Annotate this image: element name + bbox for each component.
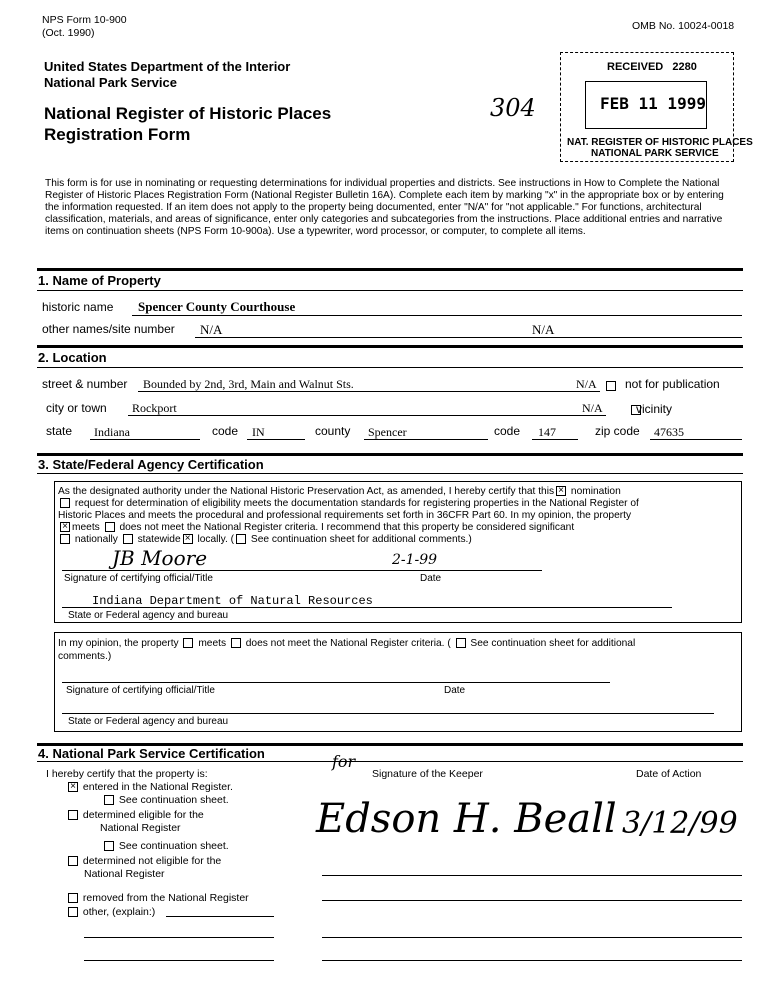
service: National Park Service (44, 75, 177, 90)
section3-title: 3. State/Federal Agency Certification (38, 457, 264, 472)
eligible-row: determined eligible for the (66, 809, 204, 821)
underline (195, 337, 742, 338)
intro-text: This form is for use in nominating or requesting determinations for individual properties and districts. See instructions in How to Complete the National Register of Historic Places Registration Form (National Register Bulletin 16A). Complete each item by marking "x" in the appropriate box or by entering the information requested. If an item does not apply to the property being documented, enter "N/A" for "not applicable." For functions, architectural classification, materials, and areas of significance, enter only categories and subcategories from the instructions. Place additional entries and narrative items on continuation sheets (NPS Form 10-900a). Use a typewriter, word processor, or computer, to complete all items. (45, 178, 724, 237)
date-label: Date (420, 573, 442, 584)
handwritten-number: 304 (490, 94, 536, 122)
section-rule (37, 290, 743, 291)
not-eligible-row: determined not eligible for the (66, 855, 221, 867)
city-na[interactable]: N/A (582, 401, 603, 415)
not-eligible-checkbox[interactable] (68, 856, 78, 866)
section-rule (37, 761, 743, 762)
certifying-signature: JB Moore (112, 546, 208, 570)
section1-title: 1. Name of Property (38, 273, 161, 288)
historic-name-value[interactable]: Spencer County Courthouse (138, 299, 296, 314)
eligible-line2: National Register (100, 822, 181, 834)
state-value[interactable]: Indiana (94, 425, 130, 439)
underline (364, 439, 488, 440)
zip-value[interactable]: 47635 (654, 425, 684, 439)
department: United States Department of the Interior (44, 59, 291, 74)
meets-checkbox[interactable] (60, 522, 70, 532)
opinion-line2: comments.) (58, 651, 112, 662)
underline (128, 415, 606, 416)
stamp-date: FEB 11 1999 (600, 94, 706, 113)
not-for-publication-checkbox[interactable] (606, 381, 616, 391)
underline (62, 607, 672, 608)
underline (132, 315, 742, 316)
section2-title: 2. Location (38, 350, 107, 365)
received-stamp (560, 52, 753, 162)
not-eligible-line2: National Register (84, 868, 165, 880)
agency-label: State or Federal agency and bureau (68, 610, 229, 621)
action-date-value: 3/12/99 (622, 806, 738, 841)
nomination-checkbox[interactable] (556, 486, 566, 496)
see2-checkbox[interactable] (104, 841, 114, 851)
signature2-label: Signature of certifying official/Title (66, 685, 215, 696)
agency2-label: State or Federal agency and bureau (68, 716, 229, 727)
state-label: state (46, 424, 73, 438)
underline (247, 439, 305, 440)
underline (62, 570, 542, 571)
request-checkbox[interactable] (60, 498, 70, 508)
opinion-does-not-meet-checkbox[interactable] (231, 638, 241, 648)
continuation-checkbox[interactable] (236, 534, 246, 544)
underline (322, 900, 742, 901)
form-date: (Oct. 1990) (42, 27, 95, 39)
opinion-line1: In my opinion, the property meets does not meet the National Register criteria. ( See continuation sheet for additional (58, 638, 636, 649)
state-code-label: code (212, 424, 239, 438)
vicinity-label: vicinity (636, 402, 673, 416)
opinion-continuation-checkbox[interactable] (456, 638, 466, 648)
site-number-value[interactable]: N/A (532, 322, 555, 337)
other-checkbox[interactable] (68, 907, 78, 917)
form-title-line1: National Register of Historic Places (44, 104, 332, 123)
underline (90, 439, 200, 440)
entered-checkbox[interactable] (68, 782, 78, 792)
state-code-value[interactable]: IN (252, 425, 265, 439)
underline (84, 937, 274, 938)
nationally-checkbox[interactable] (60, 534, 70, 544)
underline (322, 937, 742, 938)
removed-row: removed from the National Register (66, 892, 249, 904)
stamp-line2: NATIONAL PARK SERVICE (591, 148, 719, 159)
see1-checkbox[interactable] (104, 795, 114, 805)
form-title-line2: Registration Form (44, 125, 191, 144)
other-names-value[interactable]: N/A (200, 322, 223, 337)
stamp-date-box (585, 81, 707, 129)
cert-line2: request for determination of eligibility meets the documentation standards for registering properties in the National Register of (58, 498, 639, 509)
county-code-value[interactable]: 147 (538, 425, 556, 439)
underline (166, 916, 274, 917)
section-rule (37, 473, 743, 474)
underline (84, 960, 274, 961)
section-rule (37, 268, 743, 271)
signature-label: Signature of certifying official/Title (64, 573, 213, 584)
cert-line4: ×meets does not meet the National Register criteria. I recommend that this property be considered significant (58, 522, 574, 533)
see2-row: See continuation sheet. (102, 840, 229, 852)
county-code-label: code (494, 424, 521, 438)
underline (532, 439, 578, 440)
underline (322, 960, 742, 961)
entered-row: × entered in the National Register. (66, 781, 233, 793)
historic-name-label: historic name (42, 300, 114, 314)
underline (138, 391, 600, 392)
omb-number: OMB No. 10024-0018 (632, 20, 735, 32)
statewide-checkbox[interactable] (123, 534, 133, 544)
keeper-label: Signature of the Keeper (372, 768, 483, 780)
underline (62, 713, 714, 714)
keeper-signature: Edson H. Beall (316, 796, 617, 842)
form-number: NPS Form 10-900 (42, 14, 127, 26)
street-na[interactable]: N/A (576, 377, 597, 391)
not-for-publication-label: not for publication (625, 377, 720, 391)
locally-checkbox[interactable] (183, 534, 193, 544)
city-label: city or town (46, 401, 107, 415)
city-value[interactable]: Rockport (132, 401, 177, 415)
underline (322, 875, 742, 876)
cert-line5: nationally statewide× locally. ( See continuation sheet for additional comments.) (58, 534, 472, 545)
for-mark: for (332, 752, 356, 771)
street-label: street & number (42, 377, 128, 391)
county-value[interactable]: Spencer (368, 425, 407, 439)
section-rule (37, 453, 743, 456)
cert-line1: As the designated authority under the National Historic Preservation Act, as amended, I hereby certify that this× nomination (58, 486, 621, 497)
action-date-label: Date of Action (636, 768, 702, 780)
opinion-meets-checkbox[interactable] (183, 638, 193, 648)
zip-label: zip code (595, 424, 640, 438)
removed-checkbox[interactable] (68, 893, 78, 903)
certifying-date: 2-1-99 (392, 552, 438, 568)
underline (62, 682, 610, 683)
cert-line3: Historic Places and meets the procedural and professional requirements set forth in 36CFR Part 60. In my opinion, the property (58, 510, 632, 521)
date2-label: Date (444, 685, 466, 696)
eligible-checkbox[interactable] (68, 810, 78, 820)
does-not-meet-checkbox[interactable] (105, 522, 115, 532)
stamp-received: RECEIVED 2280 (607, 61, 697, 73)
section-rule (37, 345, 743, 348)
street-value[interactable]: Bounded by 2nd, 3rd, Main and Walnut Sts. (143, 377, 354, 391)
agency-value[interactable]: Indiana Department of Natural Resources (92, 594, 373, 608)
section4-title: 4. National Park Service Certification (38, 746, 265, 761)
other-names-label: other names/site number (42, 322, 175, 336)
stamp-line1: NAT. REGISTER OF HISTORIC PLACES (567, 137, 753, 148)
underline (650, 439, 742, 440)
section-rule (37, 367, 743, 368)
county-label: county (315, 424, 351, 438)
certify-text: I hereby certify that the property is: (46, 768, 208, 780)
other-row: other, (explain:) (66, 906, 155, 918)
see1-row: See continuation sheet. (102, 794, 229, 806)
